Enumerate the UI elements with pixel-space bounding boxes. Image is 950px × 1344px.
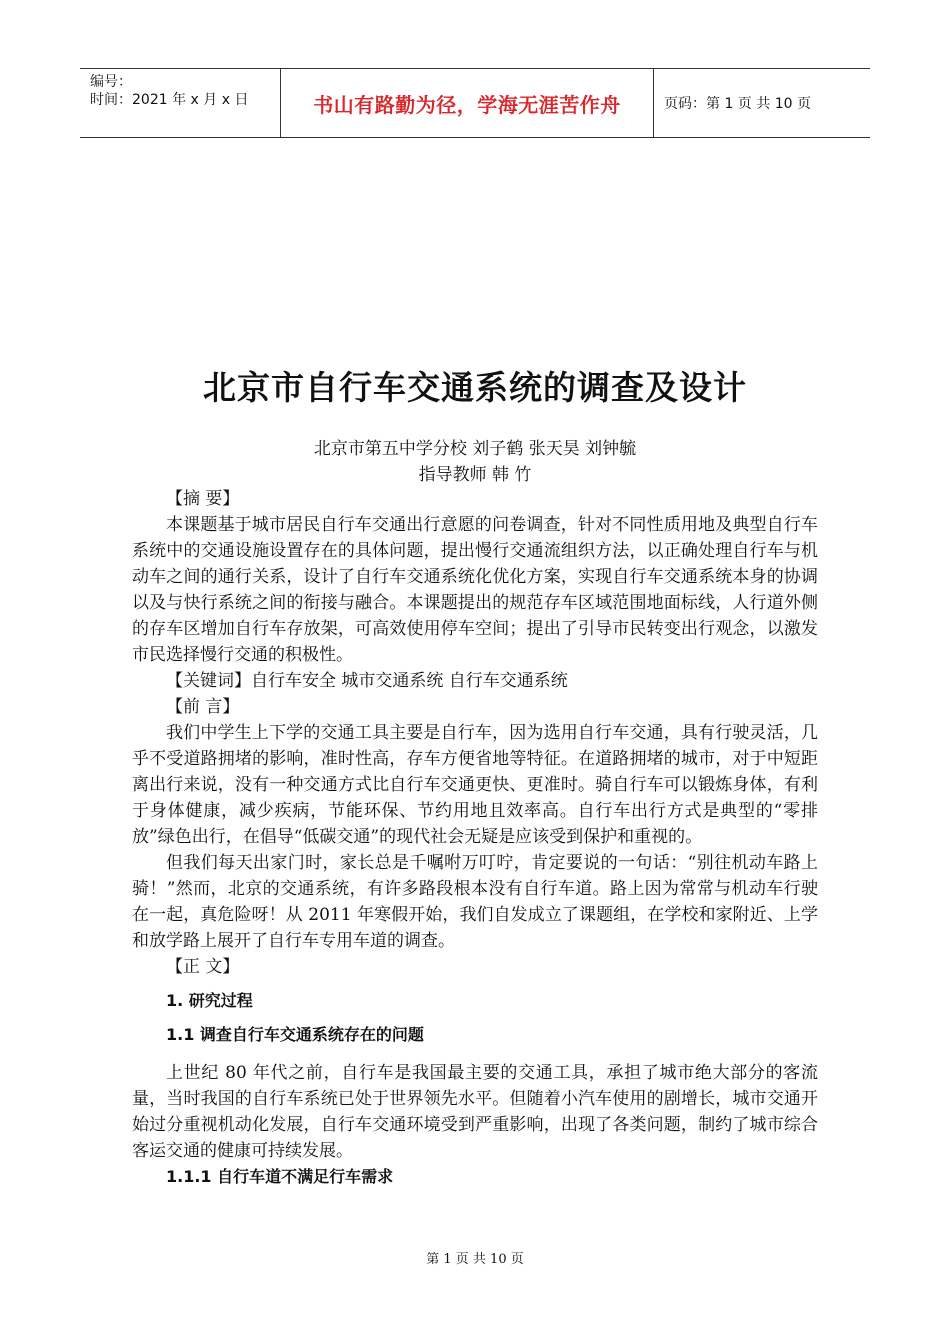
keywords-text: 自行车安全 城市交通系统 自行车交通系统 (251, 671, 568, 691)
preface-paragraph-2: 但我们每天出家门时，家长总是千嘱咐万叮咛，肯定要说的一句话：“别往机动车路上骑！”然而，北京的交通系统，有许多路段根本没有自行车道。路上因为常常与机动车行驶在一起，真危险呀！从 2011 年寒假开始，我们自发成立了课题组，在学校和家附近、上学和放学路上展开了自行车专用车道的调查。 (132, 853, 818, 951)
header-meta-cell (80, 69, 280, 137)
page-code: 页码：第 1 页 共 10 页 (664, 96, 811, 112)
motto-text: 书山有路勤为径，学海无涯苦作舟 (313, 92, 621, 117)
authors-line: 北京市第五中学分校 刘子鹤 张天昊 刘钟毓 (313, 439, 637, 459)
document-title: 北京市自行车交通系统的调查及设计 (203, 368, 747, 407)
abstract-label: 【摘 要】 (166, 489, 240, 509)
preface-paragraph-1: 我们中学生上下学的交通工具主要是自行车，因为选用自行车交通，具有行驶灵活，几乎不受道路拥堵的影响，准时性高，存车方便省地等特征。在道路拥堵的城市，对于中短距离出行来说，没有一种交通方式比自行车交通更快、更准时。骑自行车可以锻炼身体，有利于身体健康，减少疾病，节能环保、节约用地且效率高。自行车出行方式是典型的“零排放”绿色出行，在倡导“低碳交通”的现代社会无疑是应该受到保护和重视的。 (132, 723, 818, 847)
heading-research-process: 1. 研究过程 (166, 991, 253, 1010)
page-header-table (80, 68, 870, 138)
page-footer: 第 1 页 共 10 页 (426, 1252, 524, 1267)
time-label: 时间：2021 年 x 月 x 日 (90, 92, 249, 108)
main-text-label: 【正 文】 (166, 957, 240, 977)
heading-survey-problems: 1.1 调查自行车交通系统存在的问题 (166, 1025, 424, 1044)
header-page-cell (654, 69, 870, 137)
body-paragraph-1: 上世纪 80 年代之前，自行车是我国最主要的交通工具，承担了城市绝大部分的客流量，当时我国的自行车系统已处于世界领先水平。但随着小汽车使用的剧增长，城市交通开始过分重视机动化发展，自行车交通环境受到严重影响，出现了各类问题，制约了城市综合客运交通的健康可持续发展。 (132, 1063, 818, 1161)
keywords-line (166, 668, 818, 694)
document-body (132, 486, 818, 1190)
header-motto-cell (280, 69, 654, 137)
heading-bike-lane-demand: 1.1.1 自行车道不满足行车需求 (166, 1167, 394, 1186)
abstract-paragraph: 本课题基于城市居民自行车交通出行意愿的问卷调查，针对不同性质用地及典型自行车系统中的交通设施设置存在的具体问题，提出慢行交通流组织方法，以正确处理自行车与机动车之间的通行关系，设计了自行车交通系统化优化方案，实现自行车交通系统本身的协调以及与快行系统之间的衔接与融合。本课题提出的规范存车区域范围地面标线，人行道外侧的存车区增加自行车存放架，可高效使用停车空间；提出了引导市民转变出行观念，以激发市民选择慢行交通的积极性。 (132, 515, 818, 665)
keywords-label: 【关键词】 (166, 671, 251, 691)
preface-label: 【前 言】 (166, 697, 240, 717)
advisor-line: 指导教师 韩 竹 (418, 465, 532, 485)
number-label: 编号： (90, 74, 132, 90)
